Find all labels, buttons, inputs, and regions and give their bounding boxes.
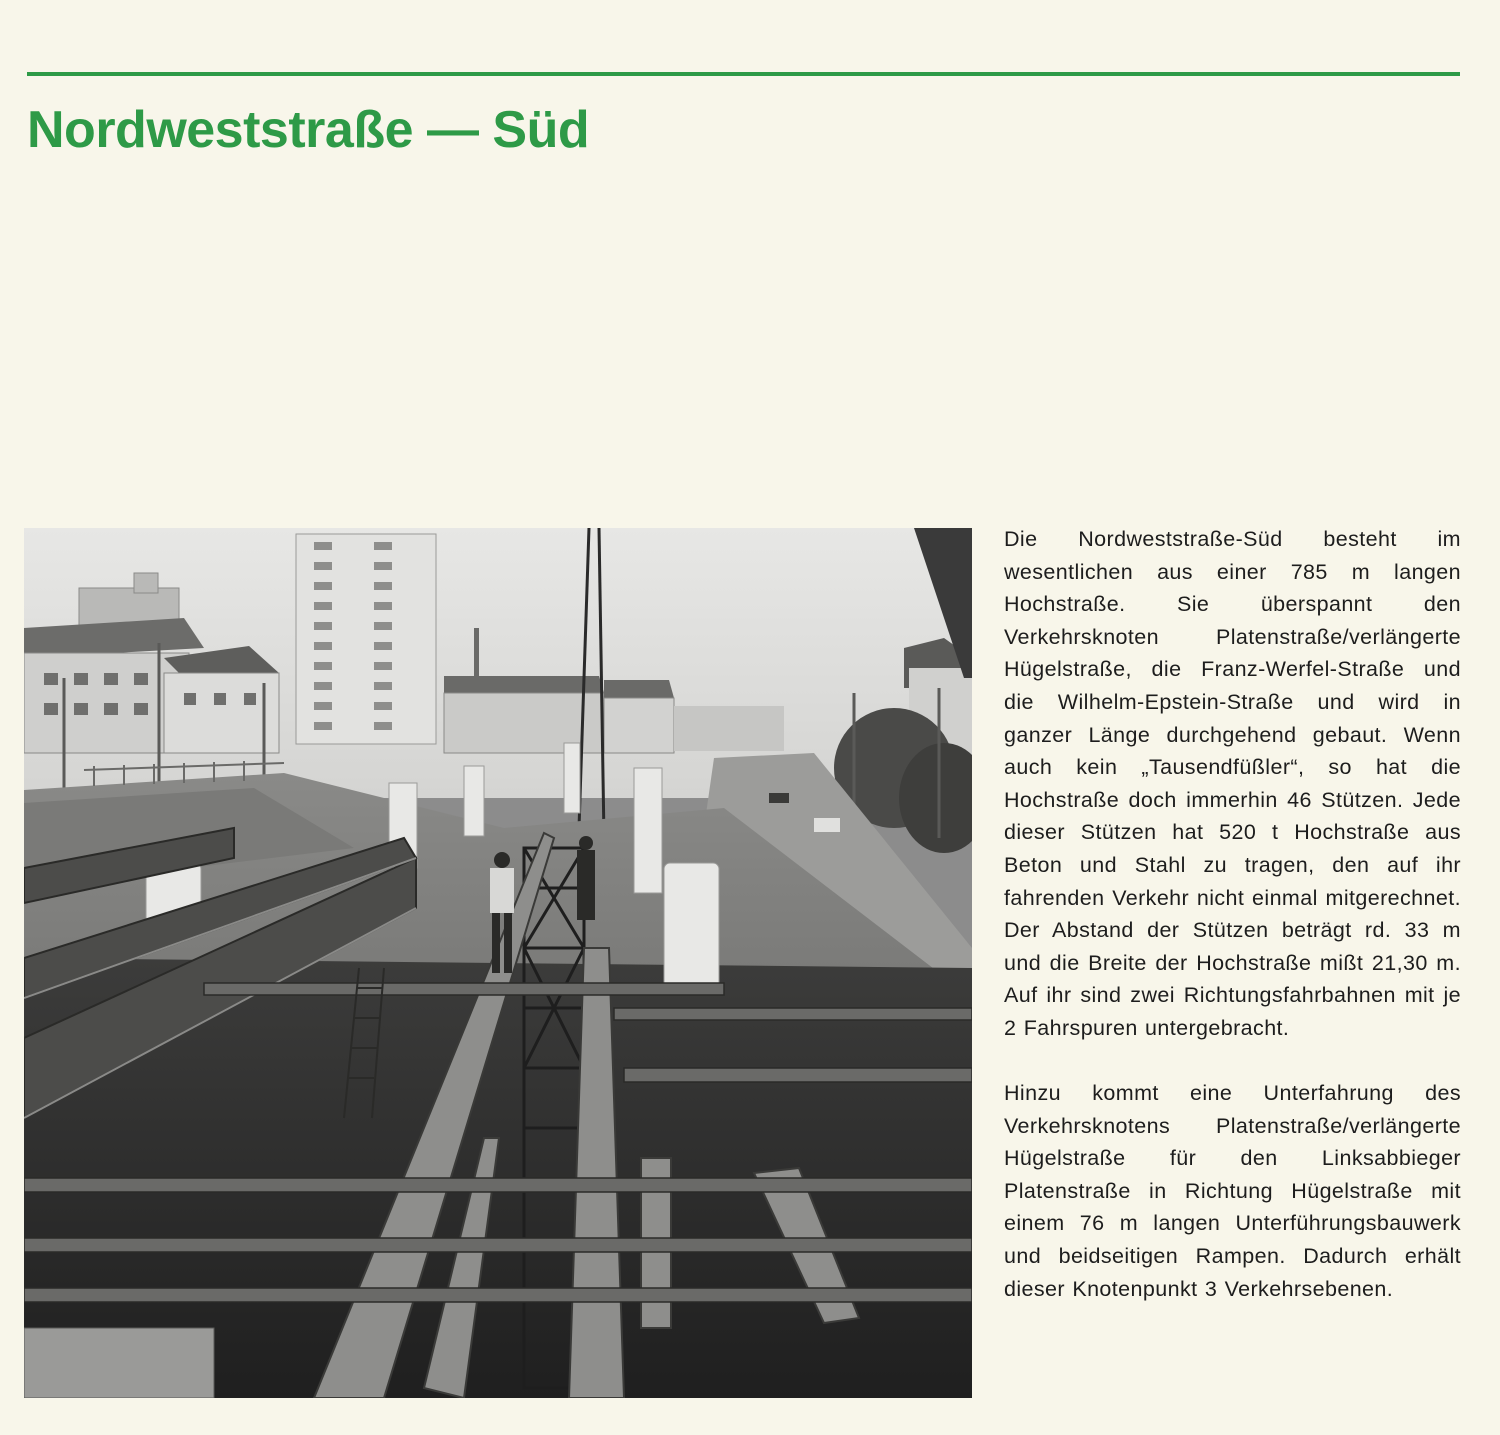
paragraph-hochstrasse: Die Nordweststraße-Süd besteht im wesentlichen aus einer 785 m langen Hochstraße. Sie überspannt den Verkehrsknoten Platenstraße/verlängerte Hügelstraße, die Franz-Werfel-Straße und die Wilhelm-Epstein-Straße und wird in ganzer Länge durchgehend gebaut. Wenn auch kein „Tausendfüßler“, so hat die Hochstraße doch immerhin 46 Stützen. Jede dieser Stützen hat 520 t Hochstraße aus Beton und Stahl zu tragen, den auf ihr fahrenden Verkehr nicht einmal mitgerechnet. Der Abstand der Stützen beträgt rd. 33 m und die Breite der Hochstraße mißt 21,30 m. Auf ihr sind zwei Richtungsfahrbahnen mit je 2 Fahrspuren untergebracht. [1004, 527, 1461, 1040]
paragraph-unterfahrung: Hinzu kommt eine Unterfahrung des Verkehrsknotens Platenstraße/verlängerte Hügelstraße für den Linksabbieger Platenstraße in Richtung Hügelstraße mit einem 76 m langen Unterführungsbauwerk und beidseitigen Rampen. Dadurch erhält dieser Knotenpunkt 3 Verkehrsebenen. [1004, 1081, 1461, 1301]
page-title: Nordweststraße — Süd [27, 101, 590, 159]
body-text [1004, 523, 1461, 1305]
construction-site-photo [24, 528, 972, 1398]
title-rule [27, 72, 1460, 76]
